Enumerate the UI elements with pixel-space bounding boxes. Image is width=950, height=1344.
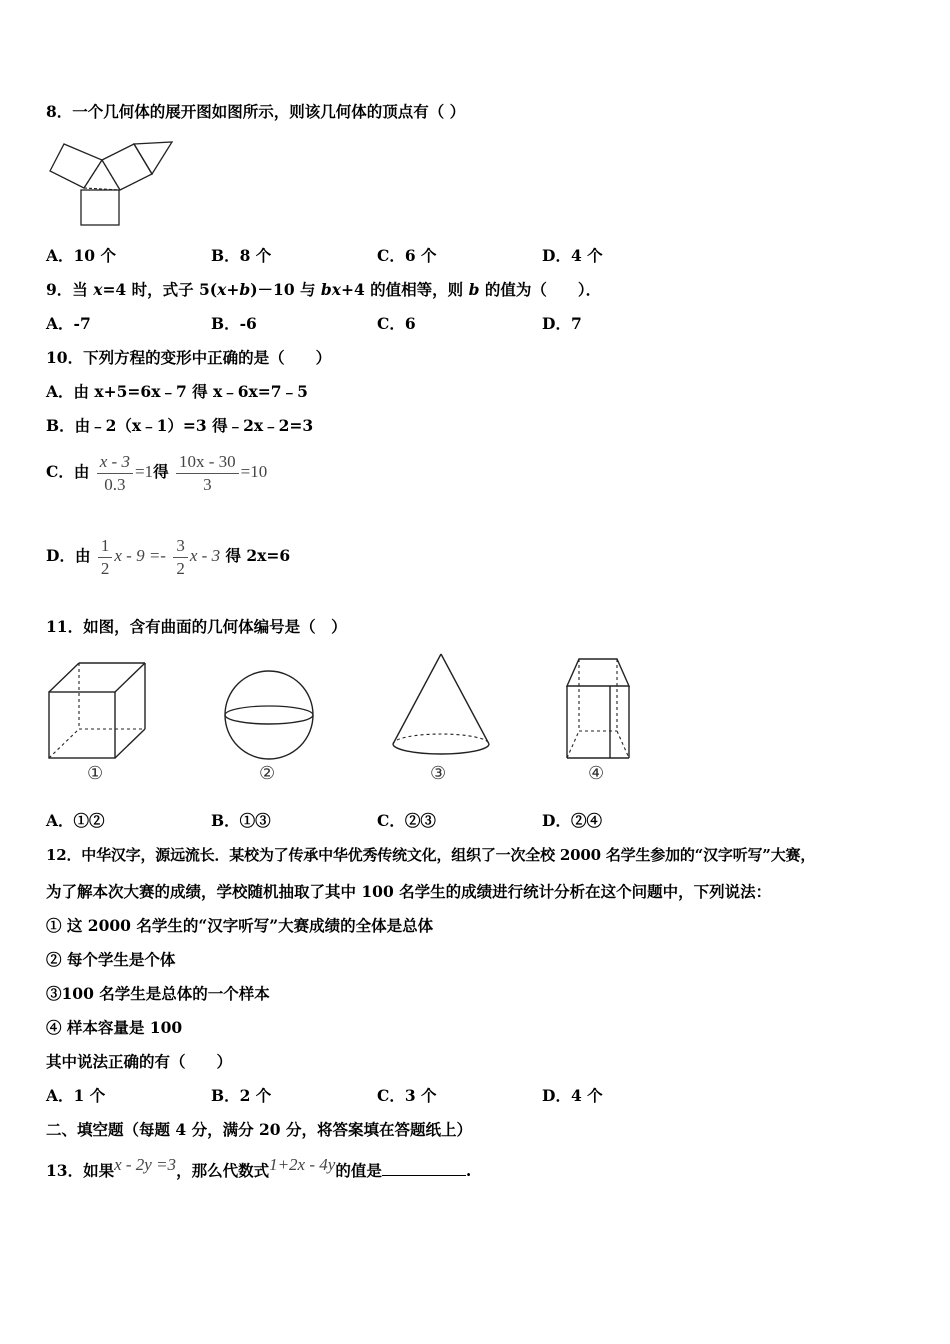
q13-expr-1: x - 2y =3 <box>114 1155 177 1174</box>
q10-option-c: C．由 $\frac{x - 3}{0.3}$ =1得 $\frac{10x - 30}{3}$ =10 <box>46 451 268 494</box>
q8-option-c: C．6 个 <box>377 246 437 265</box>
q10-option-d: D．由 $\frac{1}{2}$ x - 9 =- $\frac{3}{2}$ x - 3 得 2x=6 <box>46 535 291 578</box>
q12-stem-line-1: 12．中华汉字，源远流长．某校为了传承中华优秀传统文化，组织了一次全校 2000 名学生参加的“汉字听写”大赛， <box>46 846 816 864</box>
cube-figure <box>46 660 150 762</box>
q13-stem: 13．如果x - 2y =3，那么代数式1+2x - 4y的值是 . <box>46 1155 472 1180</box>
q11-option-c: C．②③ <box>377 811 436 830</box>
q11-stem: 11．如图，含有曲面的几何体编号是（ ） <box>46 617 347 636</box>
figure-label-4: ④ <box>588 763 605 784</box>
q10-d-fraction-2: $\frac{3}{2}$ <box>173 535 188 580</box>
q11-option-b: B．①③ <box>211 811 271 830</box>
q12-option-d: D．4 个 <box>542 1086 603 1105</box>
q8-stem: 8．一个几何体的展开图如图所示，则该几何体的顶点有（ ） <box>46 102 466 121</box>
q12-option-c: C．3 个 <box>377 1086 437 1105</box>
q10-option-a: A．由 x+5=6x﹣7 得 x﹣6x=7﹣5 <box>46 382 308 401</box>
q10-c-fraction-1: $\frac{x - 3}{0.3}$ <box>97 451 133 496</box>
q9-option-b: B．-6 <box>211 314 257 333</box>
q9-stem: 9．当 x=4 时，式子 5(x+b)－10 与 bx+4 的值相等，则 b 的值为（ ）． <box>46 280 602 299</box>
sphere-figure <box>222 668 316 762</box>
q12-option-b: B．2 个 <box>211 1086 272 1105</box>
cone-figure <box>390 652 492 760</box>
q9-option-a: A．-7 <box>46 314 91 333</box>
q10-stem: 10．下列方程的变形中正确的是（ ） <box>46 348 332 367</box>
q9-option-c: C．6 <box>377 314 416 333</box>
q12-statement-4: ④ 样本容量是 100 <box>46 1018 183 1037</box>
q13-expr-2: 1+2x - 4y <box>269 1155 336 1174</box>
q12-stem-line-2: 为了解本次大赛的成绩，学校随机抽取了其中 100 名学生的成绩进行统计分析在这个问题中，下列说法： <box>46 882 772 901</box>
q12-statement-3: ③100 名学生是总体的一个样本 <box>46 984 270 1003</box>
q8-net-figure <box>46 138 176 230</box>
figure-label-3: ③ <box>430 763 447 784</box>
q12-statement-1: ① 这 2000 名学生的“汉字听写”大赛成绩的全体是总体 <box>46 916 434 935</box>
q10-d-fraction-1: $\frac{1}{2}$ <box>98 535 113 580</box>
q10-option-b: B．由﹣2（x﹣1）=3 得﹣2x﹣2=3 <box>46 416 314 435</box>
q11-option-d: D．②④ <box>542 811 602 830</box>
q12-question: 其中说法正确的有（ ） <box>46 1052 233 1071</box>
prism-figure <box>564 656 632 762</box>
q13-answer-blank[interactable] <box>382 1161 466 1176</box>
section-2-heading: 二、填空题（每题 4 分，满分 20 分，将答案填在答题纸上） <box>46 1120 472 1139</box>
q10-c-fraction-2: $\frac{10x - 30}{3}$ <box>176 451 239 496</box>
q8-option-b: B．8 个 <box>211 246 272 265</box>
q8-option-d: D．4 个 <box>542 246 603 265</box>
q11-option-a: A．①② <box>46 811 105 830</box>
q12-option-a: A．1 个 <box>46 1086 106 1105</box>
q8-option-a: A．10 个 <box>46 246 116 265</box>
q12-statement-2: ② 每个学生是个体 <box>46 950 176 969</box>
figure-label-2: ② <box>259 763 276 784</box>
figure-label-1: ① <box>87 763 104 784</box>
q9-option-d: D．7 <box>542 314 582 333</box>
